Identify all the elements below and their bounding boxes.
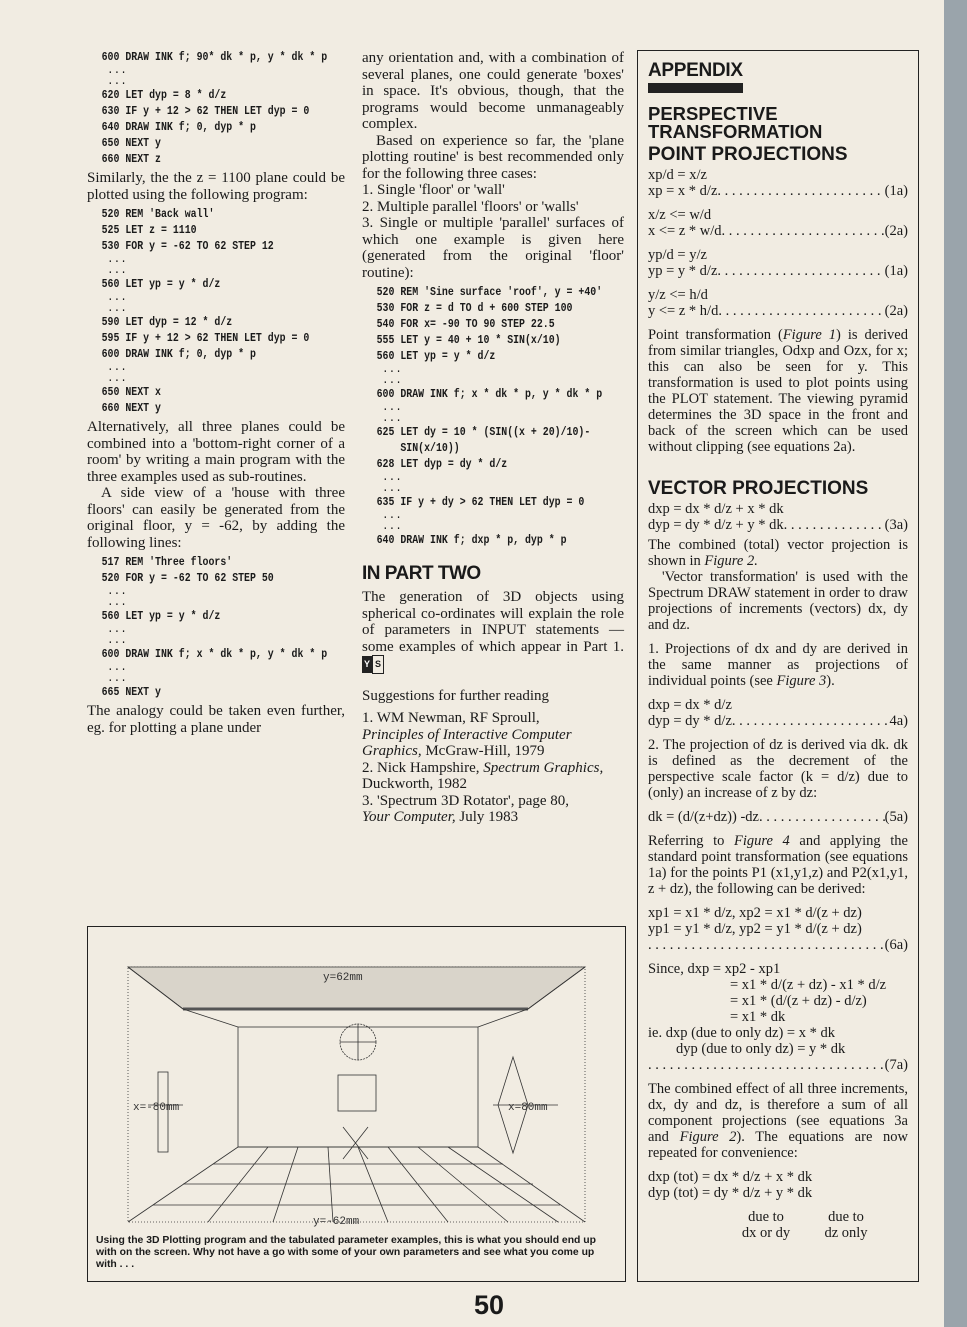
paragraph: Alternatively, all three planes could be combined into a 'bottom-right corner of a room' by writing a main program with the three examples used as sub-routines.	[87, 419, 345, 485]
code-ellipsis: ...	[382, 510, 402, 522]
figure-label: x=-80mm	[133, 1102, 180, 1114]
code-line: 600 DRAW INK f; 0, dyp * p	[101, 348, 256, 361]
code-line: 517 REM 'Three floors'	[101, 556, 233, 569]
paragraph	[648, 833, 908, 897]
reference-publisher: McGraw-Hill, 1979	[421, 743, 545, 759]
code-line: 660 NEXT z	[101, 153, 161, 166]
code-line: 628 LET dyp = dy * d/z	[376, 458, 508, 471]
equation	[648, 263, 908, 279]
code-line: 530 FOR y = -62 TO 62 STEP 12	[101, 240, 274, 253]
equation: Since, dxp = xp2 - xp1	[648, 961, 781, 977]
code-line: 520 REM 'Back wall'	[101, 208, 215, 221]
equation-number: 4a)	[889, 713, 908, 729]
paragraph-text: The combined (total) vector projection is shown in	[648, 537, 908, 569]
code-ellipsis: ...	[107, 362, 127, 374]
figure	[87, 926, 626, 1282]
equation	[648, 183, 908, 199]
code-line: 620 LET dyp = 8 * d/z	[101, 89, 227, 102]
reference-title: Spectrum Graphics,	[483, 759, 604, 776]
column-2	[362, 50, 624, 826]
code-line: 590 LET dyp = 12 * d/z	[101, 316, 233, 329]
code-line: 560 LET yp = y * d/z	[101, 610, 221, 623]
equation	[648, 517, 908, 533]
adjacent-page-edge	[944, 0, 967, 1327]
equation	[648, 223, 908, 239]
reference-title: Principles of Interactive Computer Graphics,	[362, 726, 572, 759]
equation: x/z <= w/d	[648, 207, 712, 223]
equation-number: (7a)	[884, 1057, 908, 1073]
equation-text: y <= z * h/d	[648, 303, 719, 319]
equation-number: (1a)	[884, 263, 908, 279]
code-ellipsis: ...	[382, 375, 402, 387]
page-number: 50	[474, 1290, 505, 1320]
paragraph-text: The generation of 3D objects using spherical co-ordinates will explain the role of parameters in INPUT statements — some examples of which appear in Part 1.	[362, 589, 624, 655]
code-line: 600 DRAW INK f; x * dk * p, y * dk * p	[101, 648, 328, 661]
equation: y/z <= h/d	[648, 287, 708, 303]
code-ellipsis: ...	[107, 673, 127, 685]
reference	[362, 710, 624, 826]
code-line: 595 IF y + 12 > 62 THEN LET dyp = 0	[101, 332, 310, 345]
paragraph-text: ).	[826, 673, 835, 689]
annotation-text: due to	[748, 1209, 784, 1225]
paragraph: The analogy could be taken even further, eg. for plotting a plane under	[87, 703, 345, 736]
equation: = x1 * (d/(z + dz) - d/z)	[730, 993, 867, 1009]
list-item: 2. Multiple parallel 'floors' or 'walls'	[362, 198, 579, 215]
code-line: 665 NEXT y	[101, 686, 161, 699]
code-line: 555 LET y = 40 + 10 * SIN(x/10)	[376, 334, 561, 347]
code-line: SIN(x/10))	[376, 442, 460, 455]
equation-annotation	[726, 1209, 908, 1241]
equation-text: dyp = dy * d/z	[648, 713, 732, 729]
paragraph-text: Referring to	[648, 833, 735, 849]
figure-ref: Figure 1	[782, 327, 837, 343]
paragraph: any orientation and, with a combination of several planes, one could generate 'boxes' in space. It's obvious, though, that the programs would become unmanageably complex.	[362, 50, 624, 132]
code-ellipsis: ...	[382, 364, 402, 376]
figure-label: y=62mm	[323, 972, 363, 984]
equation-text: dyp = dy * d/z + y * dk	[648, 517, 784, 533]
code-line: 560 LET yp = y * d/z	[376, 350, 496, 363]
equation-text: x <= z * w/d	[648, 223, 722, 239]
code-ellipsis: ...	[107, 265, 127, 277]
equation: yp/d = y/z	[648, 247, 707, 263]
code-line: 520 REM 'Sine surface 'roof', y = +40'	[376, 286, 603, 299]
equation: = x1 * dk	[730, 1009, 786, 1025]
code-ellipsis: ...	[382, 483, 402, 495]
paragraph: A side view of a 'house with three floors' can easily be generated from the original floor, y = -62, by adding the following lines:	[87, 485, 345, 551]
code-line: 525 LET z = 1110	[101, 224, 197, 237]
equation	[648, 303, 908, 319]
code-block	[362, 285, 624, 549]
figure-ref: Figure 3	[776, 673, 827, 689]
figure-label: y=-62mm	[313, 1216, 360, 1228]
equation-number: (3a)	[884, 517, 908, 533]
code-ellipsis: ...	[107, 292, 127, 304]
code-line: 600 DRAW INK f; x * dk * p, y * dk * p	[376, 388, 603, 401]
code-line: 560 LET yp = y * d/z	[101, 278, 221, 291]
equation: dyp (due to only dz) = y * dk	[676, 1041, 846, 1057]
reference-title: 3. 'Spectrum 3D Rotator', page 80,	[362, 792, 570, 809]
figure-caption: Using the 3D Plotting program and the tabulated parameter examples, this is what you should end up with on the screen. Why not have a go with some of your own parameters and see what you come up with . . .	[96, 1235, 596, 1270]
list-item: 1. Single 'floor' or 'wall'	[362, 182, 505, 198]
code-ellipsis: ...	[382, 521, 402, 533]
appendix-heading: APPENDIX	[648, 61, 743, 93]
paragraph-text: and applying the standard point transformation (see equations 1a) for the points P1 (x1,y1,z) and P2(x1,y1, z + dz), the following can be derived:	[648, 833, 908, 897]
equation-number: (2a)	[884, 303, 908, 319]
annotation-text: due to	[828, 1209, 864, 1225]
equation: dyp (tot) = dy * d/z + y * dk	[648, 1185, 813, 1201]
reference-authors: 2. Nick Hampshire,	[362, 759, 484, 776]
code-ellipsis: ...	[107, 624, 127, 636]
subsection-heading: VECTOR PROJECTIONS	[648, 478, 869, 499]
code-line: 530 FOR z = d TO d + 600 STEP 100	[376, 302, 573, 315]
code-line: 520 FOR y = -62 TO 62 STEP 50	[101, 572, 274, 585]
section-heading: IN PART TWO	[362, 563, 481, 584]
code-block	[87, 50, 345, 168]
appendix-box	[637, 50, 919, 1282]
equation-number: (2a)	[884, 223, 908, 239]
code-line: 625 LET dy = 10 * (SIN((x + 20)/10)-	[376, 426, 591, 439]
code-ellipsis: ...	[107, 65, 127, 77]
annotation-text: dx or dy	[741, 1225, 791, 1241]
code-line: 600 DRAW INK f; 90* dk * p, y * dk * p	[101, 51, 328, 64]
reference-publisher: Duckworth, 1982	[362, 776, 467, 792]
code-line: 650 NEXT y	[101, 137, 161, 150]
code-line: 630 IF y + 12 > 62 THEN LET dyp = 0	[101, 105, 310, 118]
equation: xp/d = x/z	[648, 167, 707, 183]
figure-ref: Figure 2.	[704, 553, 758, 569]
equation: dxp (tot) = dx * d/z + x * dk	[648, 1169, 813, 1185]
code-ellipsis: ...	[107, 76, 127, 88]
code-line: 640 DRAW INK f; 0, dyp * p	[101, 121, 256, 134]
reference-authors: 1. WM Newman, RF Sproull,	[362, 710, 540, 726]
paragraph: 'Vector transformation' is used with the Spectrum DRAW statement in order to draw projections of increments (vectors) dx, dy and dz.	[648, 569, 908, 633]
paragraph: 2. The projection of dz is derived via dk. dk is defined as the decrement of the perspective scale factor (k = d/z) due to (only) an increase of z by dz:	[648, 737, 908, 801]
paragraph: Based on experience so far, the 'plane plotting routine' is best recommended only for the following three cases:	[362, 132, 624, 182]
paragraph-text: ). The equations are now repeated for convenience:	[648, 1129, 908, 1161]
code-block	[87, 555, 345, 701]
paragraph	[648, 537, 908, 569]
code-line: 660 NEXT y	[101, 402, 161, 415]
equation	[648, 713, 908, 729]
equation	[648, 1057, 908, 1073]
paragraph	[648, 1081, 908, 1161]
equation-text: xp = x * d/z	[648, 183, 718, 199]
code-ellipsis: ...	[107, 597, 127, 609]
paragraph-text: ) is derived from similar triangles, Odxp and Ozx, for x; this can also be seen for y. This transformation is used to plot points using the PLOT statement. The viewing pyramid determines the 3D space in the front and back of the screen which can be used without clipping (see equations 2a).	[648, 327, 908, 455]
paragraph-text: 1. Projections of dx and dy are derived in the same manner as projections of individual points (see	[648, 641, 908, 689]
paragraph: Similarly, the the z = 1100 plane could be plotted using the following program:	[87, 170, 345, 203]
figure-ref: Figure 4	[734, 833, 790, 849]
equation	[648, 937, 908, 953]
reference-journal: Your Computer,	[362, 809, 456, 825]
code-ellipsis: ...	[107, 586, 127, 598]
code-ellipsis: ...	[107, 303, 127, 315]
equation: dxp = dx * d/z + x * dk	[648, 501, 784, 517]
code-block	[87, 207, 345, 417]
list-item: 3. Single or multiple 'parallel' surfaces of which one example is given here (generated from the original 'floor' routine):	[362, 215, 624, 281]
figure-label: x=80mm	[508, 1102, 548, 1114]
annotation-text: dz only	[824, 1225, 868, 1241]
room-render-illustration	[88, 927, 625, 1237]
paragraph-text: The combined effect of all three increments, dx, dy and dz, is therefore a sum of all component projections (see equations 3a and	[648, 1081, 908, 1145]
equation-text: yp = y * d/z	[648, 263, 718, 279]
equation-number: (5a)	[884, 809, 908, 825]
column-1	[87, 50, 345, 736]
paragraph	[648, 327, 908, 455]
end-mark-icon: Y	[362, 656, 372, 673]
paragraph-text: Point transformation (	[648, 327, 783, 343]
paragraph	[648, 641, 908, 689]
equation: yp1 = y1 * d/z, yp2 = y1 * d/(z + dz)	[648, 921, 862, 937]
end-mark-icon: S	[372, 655, 384, 674]
subsection-heading: POINT PROJECTIONS	[648, 144, 848, 165]
reference-date: July 1983	[455, 809, 519, 825]
equation: dxp = dx * d/z	[648, 697, 732, 713]
code-line: 540 FOR x= -90 TO 90 STEP 22.5	[376, 318, 555, 331]
code-line: 640 DRAW INK f; dxp * p, dyp * p	[376, 534, 567, 547]
code-ellipsis: ...	[107, 662, 127, 674]
equation: xp1 = x1 * d/z, xp2 = x1 * d/(z + dz)	[648, 905, 862, 921]
figure-ref: Figure 2	[679, 1129, 737, 1145]
appendix-title: PERSPECTIVE TRANSFORMATION	[648, 103, 823, 142]
code-ellipsis: ...	[107, 254, 127, 266]
code-line: 650 NEXT x	[101, 386, 161, 399]
reading-title: Suggestions for further reading	[362, 687, 550, 704]
equation: ie. dxp (due to only dz) = x * dk	[648, 1025, 835, 1041]
equation-text: dk = (d/(z+dz)) -dz	[648, 809, 759, 825]
equation	[648, 809, 908, 825]
code-ellipsis: ...	[107, 635, 127, 647]
code-line: 635 IF y + dy > 62 THEN LET dyp = 0	[376, 496, 585, 509]
code-ellipsis: ...	[382, 402, 402, 414]
code-ellipsis: ...	[382, 413, 402, 425]
equation: = x1 * d/(z + dz) - x1 * d/z	[730, 977, 887, 993]
code-ellipsis: ...	[382, 472, 402, 484]
paragraph	[362, 589, 624, 674]
equation-number: (6a)	[884, 937, 908, 953]
equation-number: (1a)	[884, 183, 908, 199]
code-ellipsis: ...	[107, 373, 127, 385]
